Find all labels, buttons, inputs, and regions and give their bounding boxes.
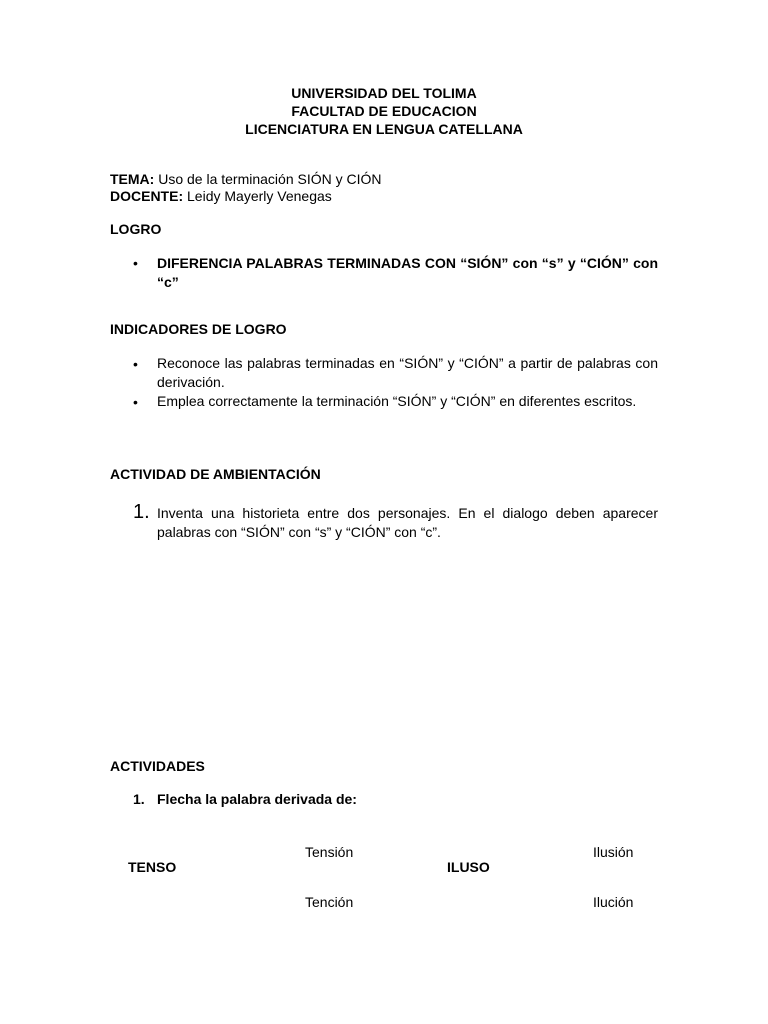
ambientacion-number: 1. <box>133 501 150 523</box>
actividades-item-number: 1. <box>133 791 145 807</box>
ambientacion-text: Inventa una historieta entre dos personajes. En el dialogo deben aparecer palabras con “SIÓN” con “s” y “CIÓN” con “c”. <box>157 505 658 540</box>
document-header <box>0 84 768 138</box>
bullet-icon: • <box>133 356 138 372</box>
program-name: LICENCIATURA EN LENGUA CATELLANA <box>245 121 523 137</box>
option-tension: Tensión <box>305 844 354 860</box>
word-tenso: TENSO <box>128 859 177 875</box>
faculty-name: FACULTAD DE EDUCACION <box>291 103 477 119</box>
tema-line <box>110 170 382 188</box>
docente-line <box>110 187 332 205</box>
tema-label: TEMA: <box>110 171 155 187</box>
option-tencion: Tención <box>305 894 354 910</box>
word-iluso: ILUSO <box>447 859 490 875</box>
docente-value: Leidy Mayerly Venegas <box>187 188 332 204</box>
actividades-item-text: Flecha la palabra derivada de: <box>157 791 357 807</box>
university-name: UNIVERSIDAD DEL TOLIMA <box>291 85 477 101</box>
indicador-item-2: Emplea correctamente la terminación “SIÓN” y “CIÓN” en diferentes escritos. <box>157 393 637 409</box>
option-ilucion: Ilución <box>593 894 634 910</box>
indicadores-heading: INDICADORES DE LOGRO <box>110 321 287 337</box>
indicador-item-1: Reconoce las palabras terminadas en “SIÓN” y “CIÓN” a partir de palabras con derivación. <box>157 355 658 390</box>
logro-heading: LOGRO <box>110 221 162 237</box>
option-ilusion: Ilusión <box>593 844 634 860</box>
actividades-heading: ACTIVIDADES <box>110 758 205 774</box>
tema-value: Uso de la terminación SIÓN y CIÓN <box>158 171 382 187</box>
bullet-icon: • <box>133 255 138 271</box>
logro-item: DIFERENCIA PALABRAS TERMINADAS CON “SIÓN” con “s” y “CIÓN” con “c” <box>157 255 658 290</box>
ambientacion-heading: ACTIVIDAD DE AMBIENTACIÓN <box>110 466 321 482</box>
docente-label: DOCENTE: <box>110 188 184 204</box>
bullet-icon: • <box>133 394 138 410</box>
